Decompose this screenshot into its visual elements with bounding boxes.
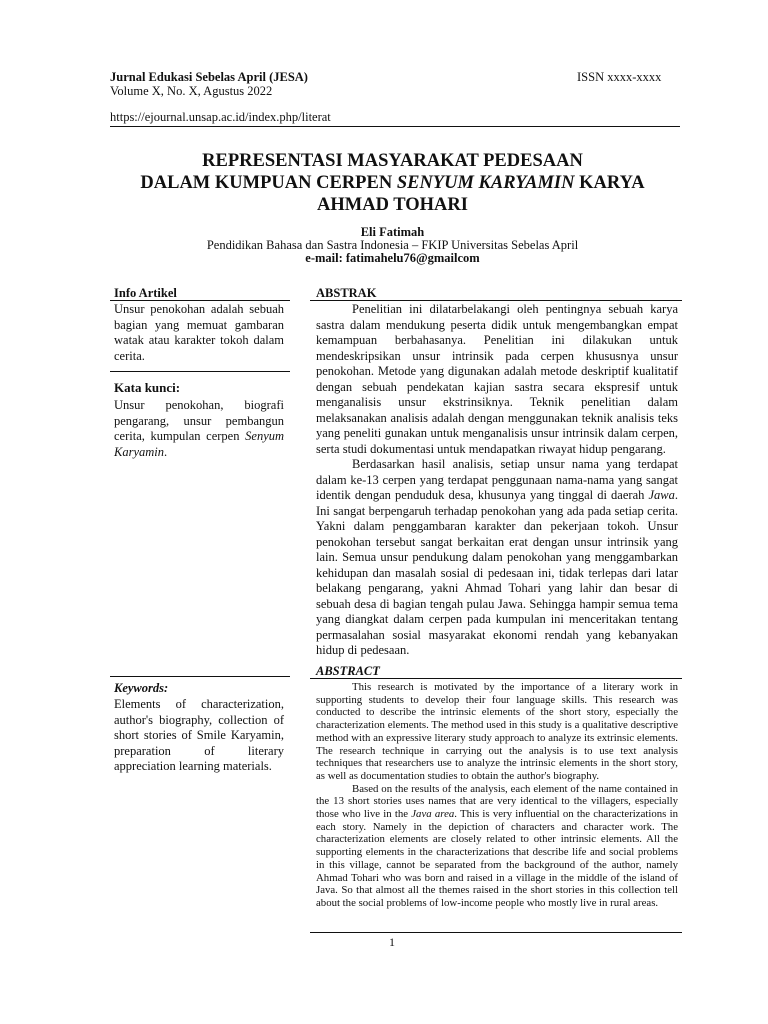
abstract-p2-italic: Java area <box>411 808 455 821</box>
abstract-rule <box>310 678 682 679</box>
title-line-2-italic: SENYUM KARYAMIN <box>396 173 575 193</box>
kata-kunci-italic: Senyum Karyamin <box>114 429 285 459</box>
info-artikel-heading: Info Artikel <box>114 286 177 300</box>
author-email[interactable]: e-mail: fatimahelu76@gmailcom <box>305 251 480 265</box>
abstract-p2-a: Based on the results of the analysis, each element of the name contained in the 13 short stories uses names that are very identical to the villagers, especially those who live in the <box>316 782 678 821</box>
journal-url[interactable]: https://ejournal.unsap.ac.id/index.php/literat <box>110 110 331 124</box>
abstract-heading: ABSTRACT <box>316 664 380 678</box>
abstrak-p2-b: . Ini sangat berpengaruh terhadap penokohan yang ada pada setiap cerita. Yakni dalam penggambaran karakter dan pekerjaan tokoh. Unsur penokohan tersebut sangat berkaitan erat dengan unsur intrinsik yang lain. Semua unsur pendukung dalam penokohan yang menggambarkan kehidupan dan masalah sosial di pedesaan ini, tidak terlepas dari latar belakang pengarang, yakni Ahmad Tohari yang lahir dan besar di sebuah desa di bagian tengah pulau Jawa. Sehingga hampir semua tema yang diangkat dalam cerpen pada kumpulan ini menceritakan tentang permasalahan sosial masyarakat ekonomi rendah yang kebanyakan hidup di pedesaan. <box>316 488 678 657</box>
kata-kunci-text <box>114 398 284 460</box>
title-line-2-pre: DALAM KUMPUAN CERPEN <box>140 173 397 193</box>
keywords-heading: Keywords: <box>114 681 169 695</box>
abstrak-heading: ABSTRAK <box>316 286 377 300</box>
kata-kunci-list: Unsur penokohan, biografi pengarang, unsur pembangun cerita, kumpulan cerpen <box>114 398 284 443</box>
abstrak-paragraph-1: Penelitian ini dilatarbelakangi oleh pentingnya sebuah karya sastra dalam mendukung peserta didik untuk mengembangkan empat kemampuan berbahasanya. Penelitian ini dilakukan untuk mendeskripsikan unsur intrinsik pada cerpen khususnya unsur penokohan. Metode yang digunakan adalah metode deskriptif kualitatif dengan sebuah pendekatan kajian sastra secara ekspresif untuk menganalisis unsur ekstrinsiknya. Teknik penelitian dalam melaksanakan analisis adalah dengan menggunakan teknik analisis teks yang peneliti gunakan untuk menganalisis unsur intrinsik dalam cerpen, serta studi dokumentasi untuk mendapatkan riwayat hidup pengarang. <box>316 302 678 456</box>
author-affiliation: Pendidikan Bahasa dan Sastra Indonesia – FKIP Universitas Sebelas April <box>206 238 579 252</box>
header-divider <box>110 126 680 127</box>
article-title <box>100 150 685 216</box>
info-artikel-text: Unsur penokohan adalah sebuah bagian yang memuat gambaran watak atau karakter tokoh dalam cerita. <box>114 302 284 363</box>
info-artikel-rule <box>110 300 290 301</box>
abstrak-body <box>316 302 678 659</box>
kata-kunci-top-rule <box>110 371 290 372</box>
abstrak-p2-a: Berdasarkan hasil analisis, setiap unsur nama yang terdapat dalam ke-13 cerpen yang terdapat penggunaan nama-nama yang sangat identik dengan penduduk desa, khusunya yang tinggal di daerah <box>316 457 678 502</box>
title-line-2 <box>100 172 685 194</box>
abstract-bottom-rule <box>310 932 682 933</box>
title-line-1: REPRESENTASI MASYARAKAT PEDESAAN <box>202 151 583 171</box>
keywords-text: Elements of characterization, author's biography, collection of short stories of Smile Karyamin, preparation of literary appreciation learning materials. <box>114 697 284 773</box>
abstract-paragraph-1: This research is motivated by the importance of a literary work in supporting students to develop their four language skills. This research was conducted to describe the intrinsic elements of the short story, especially the characterization elements. The method used in this study is a qualitative descriptive method with an expressive literary study approach to analyze its extrinsic elements. The research technique in carrying out the analysis is to use text analysis techniques that researchers use to analyze the intrinsic elements in the short story, as well as documentation studies to obtain the author's biography. <box>316 681 678 782</box>
abstract-body <box>316 681 678 910</box>
kata-kunci-heading: Kata kunci: <box>114 380 181 395</box>
title-line-3: AHMAD TOHARI <box>317 195 468 215</box>
keywords-top-rule <box>110 676 290 677</box>
issn: ISSN xxxx-xxxx <box>577 70 662 84</box>
journal-name: Jurnal Edukasi Sebelas April (JESA) <box>110 70 308 84</box>
abstrak-p2-italic: Jawa <box>648 488 675 502</box>
abstract-paragraph-2 <box>316 783 678 910</box>
page-number: 1 <box>389 935 395 949</box>
author-name: Eli Fatimah <box>360 225 425 239</box>
title-line-2-post: KARYA <box>574 173 645 193</box>
abstrak-paragraph-2 <box>316 457 678 659</box>
abstrak-rule <box>310 300 682 301</box>
abstract-p2-b: . This is very influential on the characterizations in each story. Namely in the depiction of characters and character work. The characterization elements are closely related to other intrinsic elements. All the supporting elements in the characterizations that describe life and social problems in this village, cannot be separated from the background of the author, namely Ahmad Tohari who was born and raised in a village in the middle of the island of Java. So that almost all the themes raised in the short stories in this collection tell about the social problems of low-income people who mostly live in rural areas. <box>316 808 678 909</box>
volume-info: Volume X, No. X, Agustus 2022 <box>110 84 273 98</box>
kata-kunci-end: . <box>164 444 168 459</box>
